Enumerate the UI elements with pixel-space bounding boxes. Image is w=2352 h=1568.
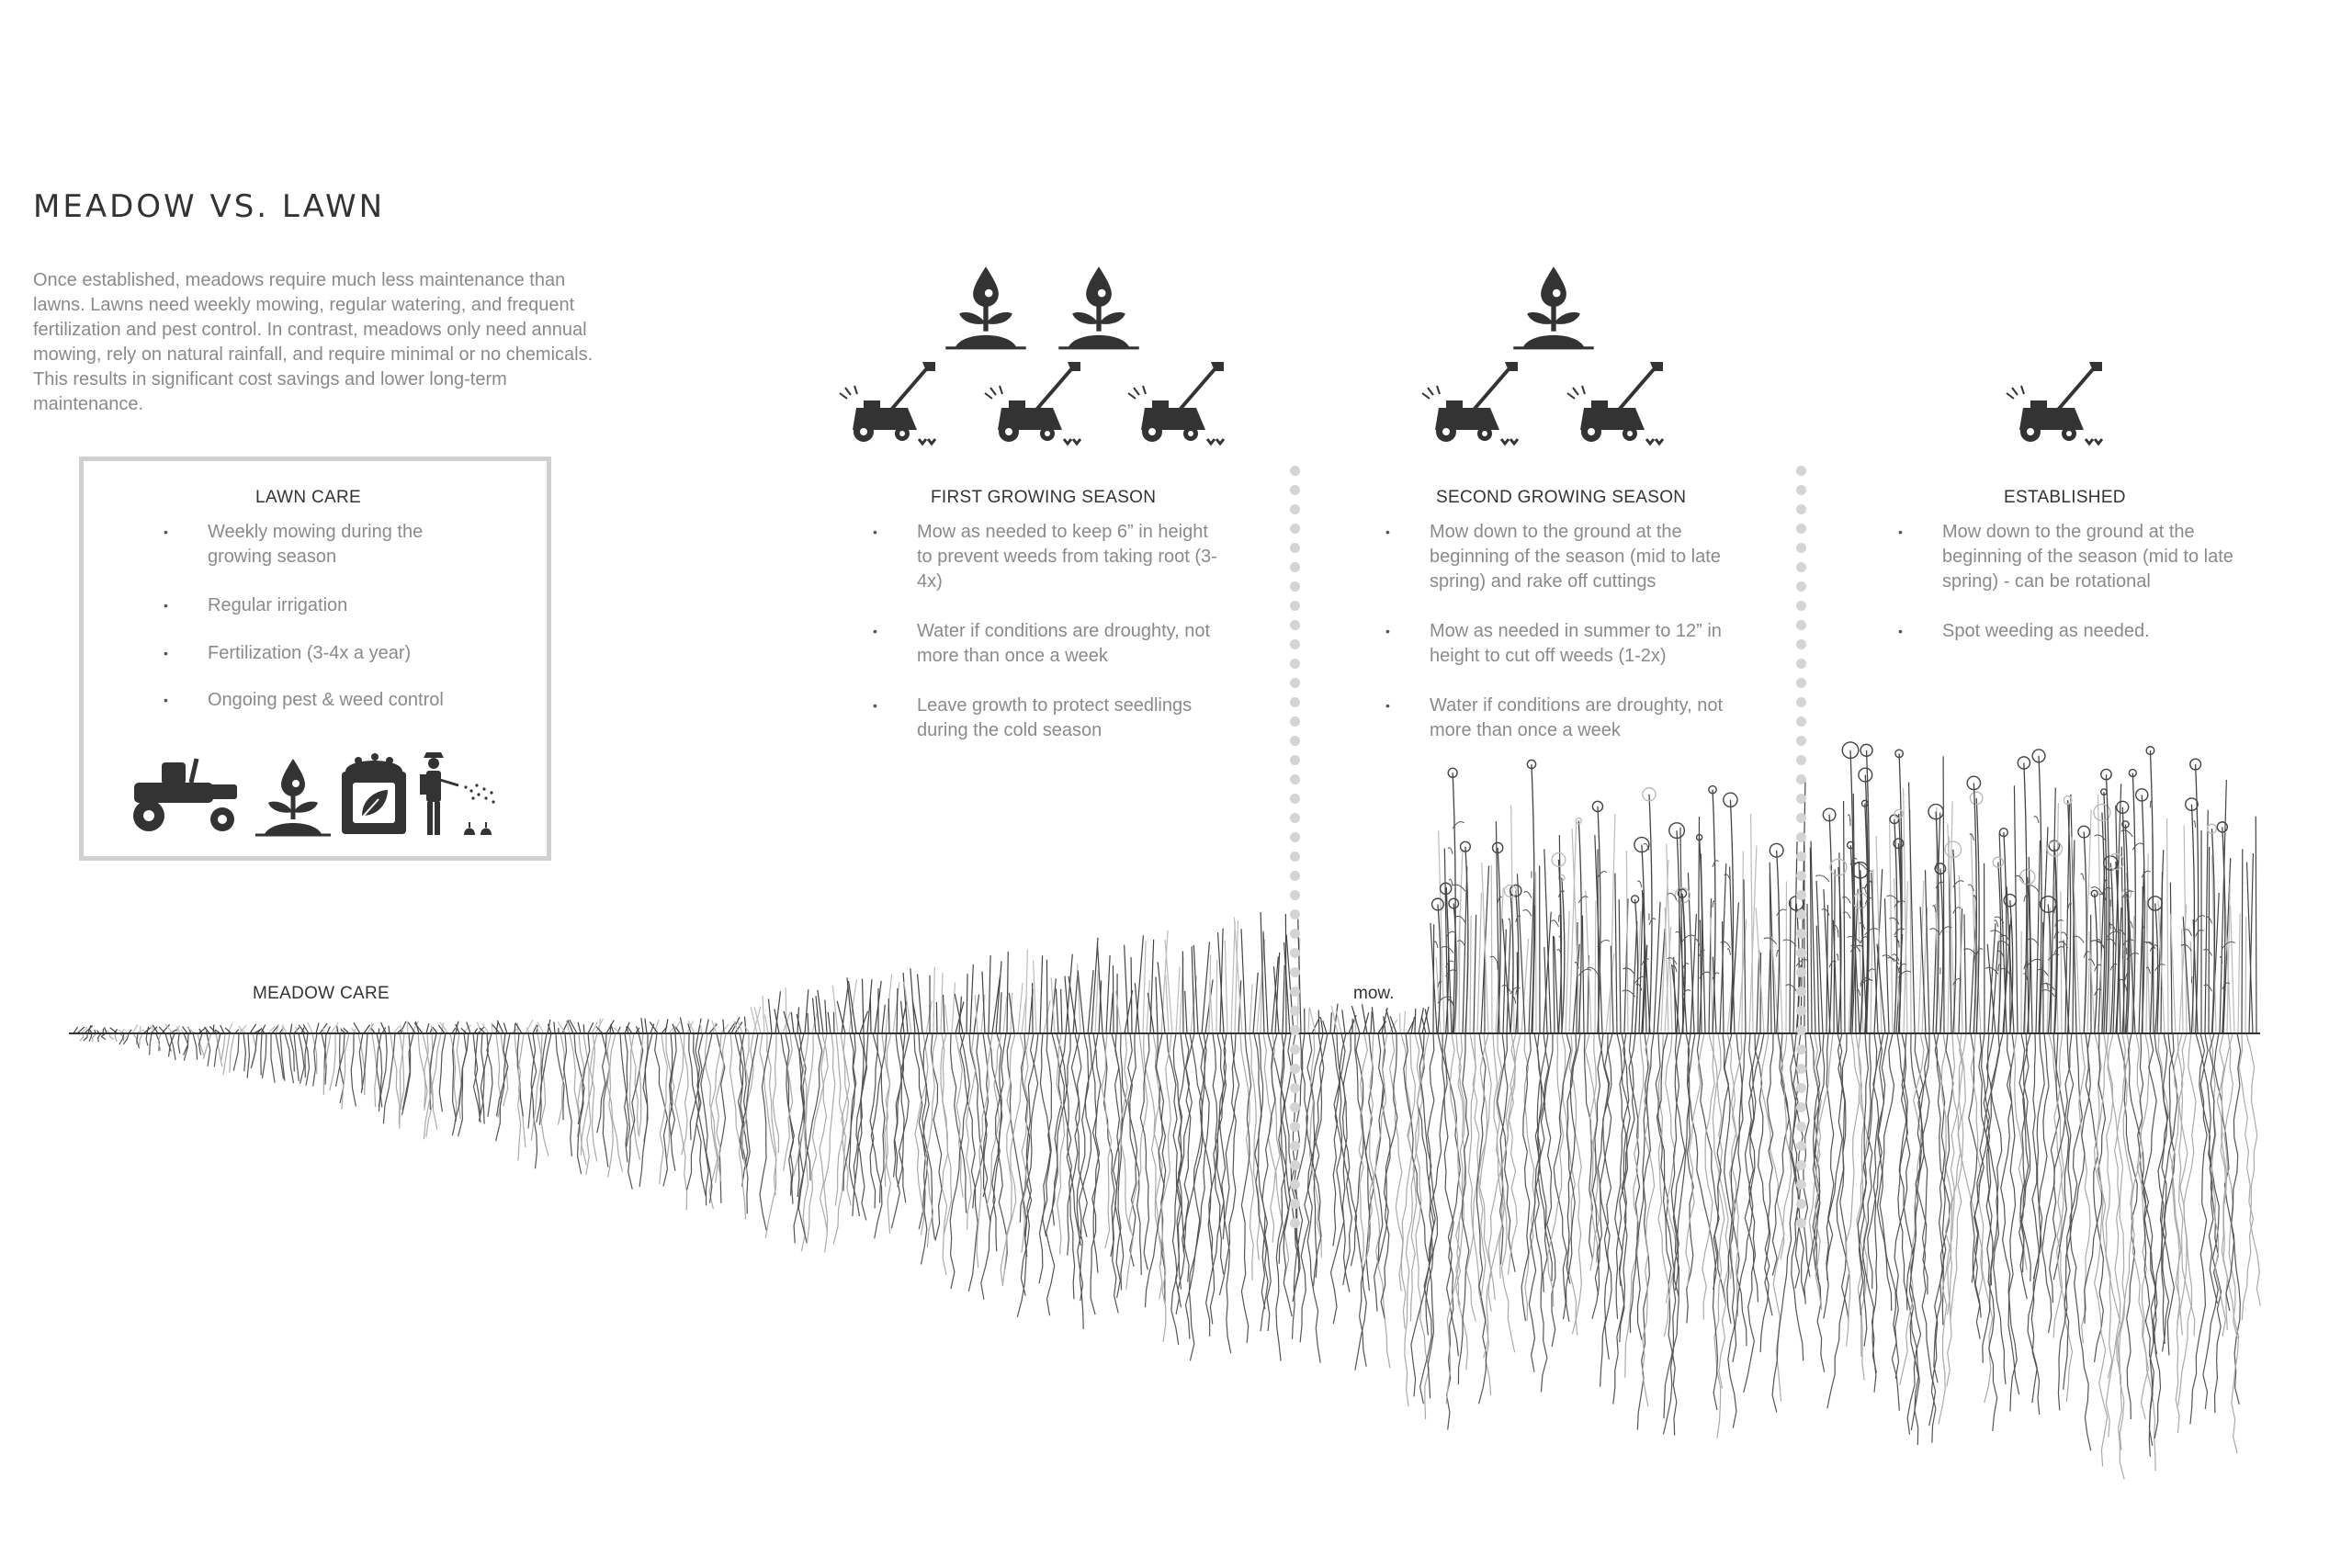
lawn-mower-icon	[836, 355, 950, 446]
lawn-mower-icon	[1125, 355, 1238, 446]
list-item: • Mow as needed to keep 6” in height to prevent weeds from taking root (3-4x)	[873, 520, 1222, 594]
list-item: • Spot weeding as needed.	[1898, 619, 2240, 644]
lawn-mower-icon	[2003, 355, 2117, 446]
lawn-mower-icon	[981, 355, 1095, 446]
stage-heading-second: SECOND GROWING SEASON	[1436, 488, 1687, 507]
list-item: • Leave growth to protect seedlings during the cold season	[873, 694, 1222, 743]
list-item: • Water if conditions are droughty, not more than once a week	[1385, 694, 1735, 743]
seedling-icon	[1510, 263, 1598, 351]
second-season-list	[1385, 520, 1735, 769]
riding-mower-icon	[125, 755, 243, 834]
lawn-care-heading: LAWN CARE	[255, 488, 361, 507]
list-item: • Mow down to the ground at the beginning of the season (mid to late spring) - can be rotational	[1898, 520, 2240, 594]
lawn-mower-icon	[1564, 355, 1678, 446]
meadow-care-label: MEADOW CARE	[253, 984, 390, 1003]
first-season-list	[873, 520, 1222, 769]
seedling-icon	[1055, 263, 1143, 351]
list-item: • Regular irrigation	[164, 593, 476, 618]
stage-heading-established: ESTABLISHED	[2004, 488, 2126, 507]
list-item: • Mow as needed in summer to 12” in height to cut off weeds (1-2x)	[1385, 619, 1735, 669]
fertilizer-bag-icon	[338, 751, 410, 836]
list-item: • Ongoing pest & weed control	[164, 688, 476, 713]
list-item: • Weekly mowing during the growing season	[164, 520, 476, 570]
mow-annotation: mow.	[1353, 984, 1395, 1003]
page-title: MEADOW VS. LAWN	[33, 188, 386, 225]
stage-divider	[1290, 466, 1301, 1237]
stage-divider	[1796, 466, 1807, 1237]
lawn-care-list	[164, 520, 476, 739]
sprayer-person-icon	[418, 749, 510, 839]
seedling-icon	[942, 263, 1030, 351]
lawn-mower-icon	[1419, 355, 1532, 446]
seedling-icon	[252, 755, 334, 838]
stage-heading-first: FIRST GROWING SEASON	[931, 488, 1157, 507]
list-item: • Fertilization (3-4x a year)	[164, 641, 476, 666]
intro-paragraph: Once established, meadows require much less maintenance than lawns. Lawns need weekly mowing, regular watering, and frequent fertilization and pest control. In contrast, meadows only need annual mowing, rely on natural rainfall, and require minimal or no chemicals. This results in significant cost savings and lower long-term maintenance.	[33, 270, 594, 414]
list-item: • Water if conditions are droughty, not more than once a week	[873, 619, 1222, 669]
list-item: • Mow down to the ground at the beginning of the season (mid to late spring) and rake off cuttings	[1385, 520, 1735, 594]
established-list	[1898, 520, 2240, 670]
